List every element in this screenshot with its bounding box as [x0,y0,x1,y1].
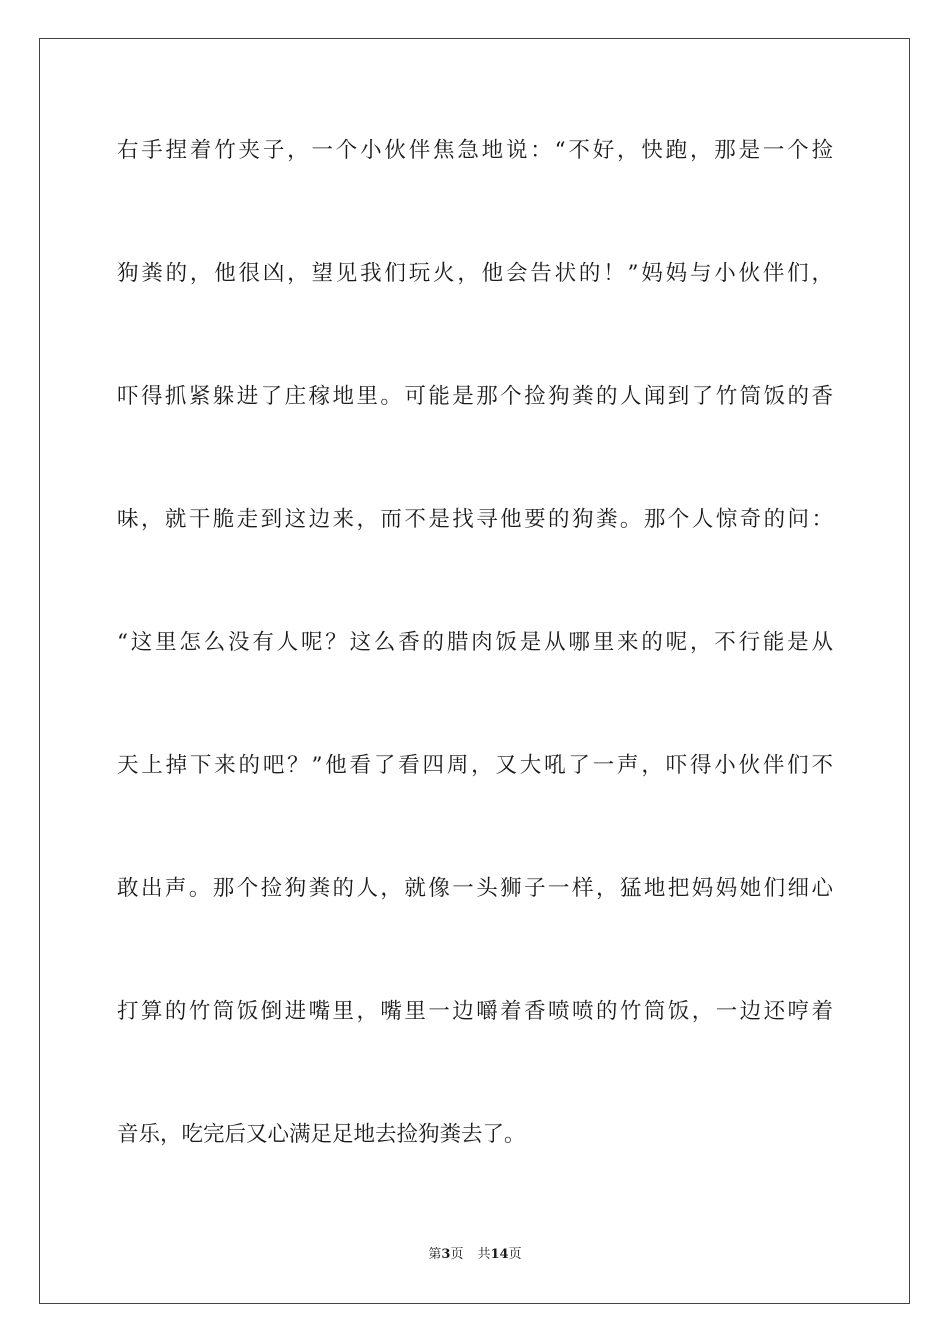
total-prefix: 共 [477,1247,491,1262]
text-line: “这里怎么没有人呢？这么香的腊肉饭是从哪里来的呢，不行能是从 [117,630,833,655]
text-line: 打算的竹筒饭倒进嘴里，嘴里一边嚼着香喷喷的竹筒饭，一边还哼着 [117,999,833,1024]
document-body [117,126,833,1233]
text-line: 味，就干脆走到这边来，而不是找寻他要的狗粪。那个人惊奇的问： [117,507,833,532]
page-footer [0,1245,950,1265]
text-line: 音乐，吃完后又心满足足地去捡狗粪去了。 [117,1122,526,1147]
text-line: 敢出声。那个捡狗粪的人，就像一头狮子一样，猛地把妈妈她们细心 [117,876,833,901]
text-line: 天上掉下来的吧？”他看了看四周，又大吼了一声，吓得小伙伴们不 [117,753,833,778]
text-line: 右手捏着竹夹子，一个小伙伴焦急地说：“不好，快跑，那是一个捡 [117,138,833,163]
page-number: 3 [441,1247,451,1262]
page-prefix: 第 [428,1247,442,1262]
page-suffix: 页 [450,1247,464,1262]
text-line: 狗粪的，他很凶，望见我们玩火，他会告状的！”妈妈与小伙伴们， [117,261,833,286]
total-suffix: 页 [508,1247,522,1262]
text-line: 吓得抓紧躲进了庄稼地里。可能是那个捡狗粪的人闻到了竹筒饭的香 [117,384,833,409]
total-pages: 14 [490,1247,509,1262]
page-indicator [428,1247,463,1262]
total-pages-indicator [477,1247,521,1262]
